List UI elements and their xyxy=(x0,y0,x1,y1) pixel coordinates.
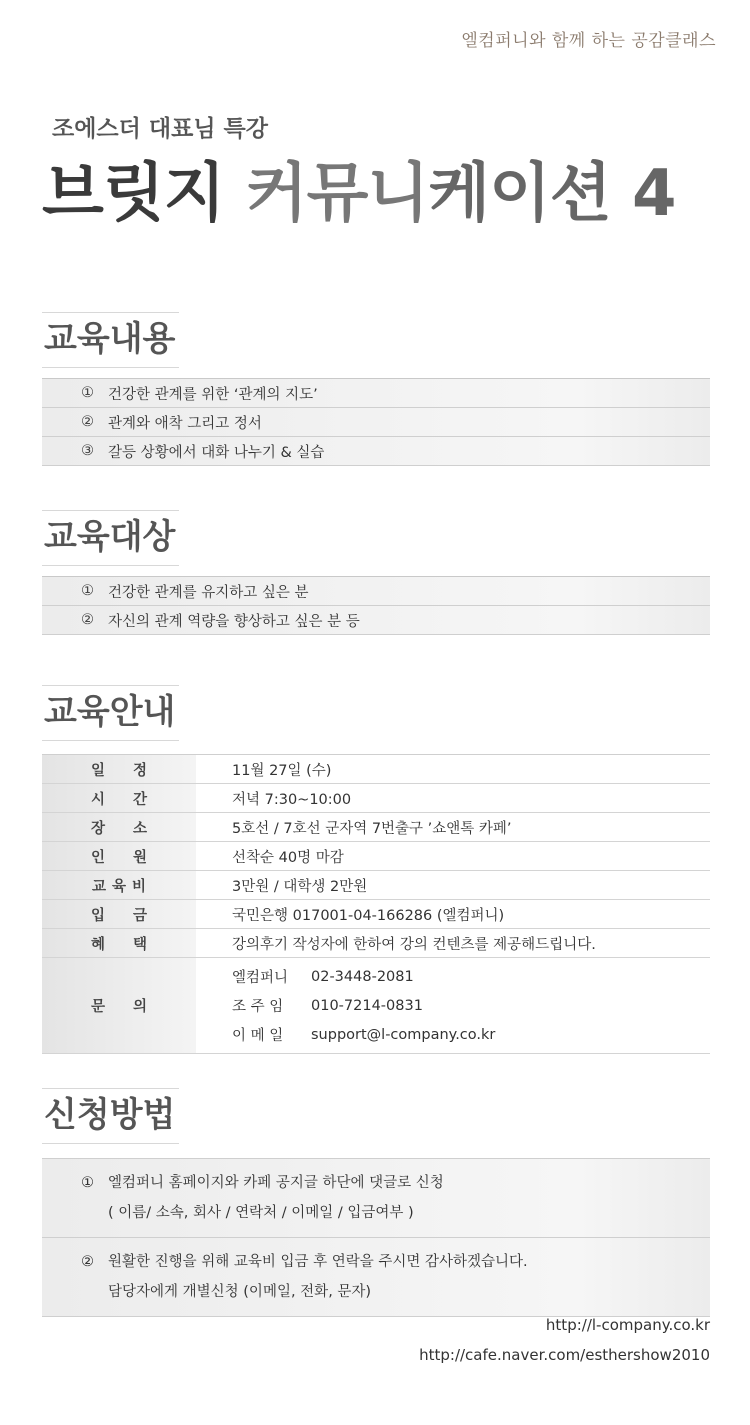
homepage-link[interactable]: http://l-company.co.kr xyxy=(545,1316,710,1334)
list-item xyxy=(42,1159,710,1238)
contact-line xyxy=(232,962,495,991)
item-text: 갈등 상황에서 대화 나누기 & 실습 xyxy=(108,444,325,461)
item-line: 원활한 진행을 위해 교육비 입금 후 연락을 주시면 감사하겠습니다. xyxy=(108,1254,528,1270)
item-text: 자신의 관계 역량을 향상하고 싶은 분 등 xyxy=(108,613,360,630)
item-number: ② xyxy=(81,414,94,430)
list-item xyxy=(42,1238,710,1317)
row-value: 11월 27일 (수) xyxy=(232,762,332,779)
row-label: 시간 xyxy=(42,784,196,812)
item-number: ② xyxy=(81,1254,94,1270)
cafe-link[interactable]: http://cafe.naver.com/esthershow2010 xyxy=(419,1346,710,1364)
contact-name: 조 주 임 xyxy=(232,999,284,1015)
target-list xyxy=(42,576,710,635)
guide-heading: 교육안내 xyxy=(42,685,179,741)
apply-heading: 신청방법 xyxy=(42,1088,179,1144)
table-row xyxy=(42,842,710,871)
row-value: 저녁 7:30~10:00 xyxy=(232,791,352,808)
contact-name: 엘컴퍼니 xyxy=(232,970,289,986)
item-lines xyxy=(108,1168,444,1228)
title-part-1: 브릿지 xyxy=(42,157,225,231)
contact-name: 이 메 일 xyxy=(232,1028,284,1044)
contact-line xyxy=(232,1020,495,1049)
contact-email: support@l-company.co.kr xyxy=(311,1026,496,1043)
row-label: 인원 xyxy=(42,842,196,870)
item-number: ① xyxy=(81,583,94,599)
subtitle: 조에스더 대표님 특강 xyxy=(52,116,268,142)
row-value: 3만원 / 대학생 2만원 xyxy=(232,878,368,895)
row-label: 혜택 xyxy=(42,929,196,957)
item-lines xyxy=(108,1247,528,1307)
title-part-2: 커뮤니 xyxy=(245,157,429,231)
item-text: 건강한 관계를 유지하고 싶은 분 xyxy=(108,584,309,601)
row-value: 강의후기 작성자에 한하여 강의 컨텐츠를 제공해드립니다. xyxy=(232,936,596,953)
row-value: 선착순 40명 마감 xyxy=(232,849,344,866)
contact-value: 010-7214-0831 xyxy=(311,997,423,1014)
row-value: 5호선 / 7호선 군자역 7번출구 ’쇼앤톡 카페’ xyxy=(232,820,512,837)
list-item xyxy=(42,408,710,437)
table-row xyxy=(42,755,710,784)
contact-value: 02-3448-2081 xyxy=(311,968,414,985)
contact-line xyxy=(232,991,495,1020)
page-title xyxy=(42,142,676,234)
list-item xyxy=(42,606,710,635)
list-item xyxy=(42,379,710,408)
title-part-3: 케이션 4 xyxy=(428,157,676,231)
table-row xyxy=(42,929,710,958)
table-row xyxy=(42,900,710,929)
row-label: 입금 xyxy=(42,900,196,928)
target-heading: 교육대상 xyxy=(42,510,179,566)
table-row xyxy=(42,871,710,900)
content-heading: 교육내용 xyxy=(42,312,179,368)
item-text: 관계와 애착 그리고 정서 xyxy=(108,415,262,432)
row-label: 교육비 xyxy=(42,871,196,899)
table-row xyxy=(42,813,710,842)
item-number: ② xyxy=(81,612,94,628)
item-number: ① xyxy=(81,1175,94,1191)
list-item xyxy=(42,577,710,606)
row-label: 일정 xyxy=(42,755,196,783)
item-line: 담당자에게 개별신청 (이메일, 전화, 문자) xyxy=(108,1284,372,1300)
item-line: ( 이름/ 소속, 회사 / 연락처 / 이메일 / 입금여부 ) xyxy=(108,1205,414,1221)
table-row xyxy=(42,784,710,813)
row-label: 장소 xyxy=(42,813,196,841)
item-line: 엘컴퍼니 홈페이지와 카페 공지글 하단에 댓글로 신청 xyxy=(108,1175,444,1191)
tagline: 엘컴퍼니와 함께 하는 공감클래스 xyxy=(461,31,716,51)
item-number: ① xyxy=(81,385,94,401)
table-row-contact xyxy=(42,958,710,1054)
content-list xyxy=(42,378,710,466)
row-label: 문의 xyxy=(42,958,196,1053)
item-text: 건강한 관계를 위한 ‘관계의 지도’ xyxy=(108,386,318,403)
item-number: ③ xyxy=(81,443,94,459)
apply-list xyxy=(42,1158,710,1317)
guide-table xyxy=(42,754,710,1054)
list-item xyxy=(42,437,710,466)
contact-values xyxy=(196,958,495,1053)
row-value: 국민은행 017001-04-166286 (엘컴퍼니) xyxy=(232,907,505,924)
